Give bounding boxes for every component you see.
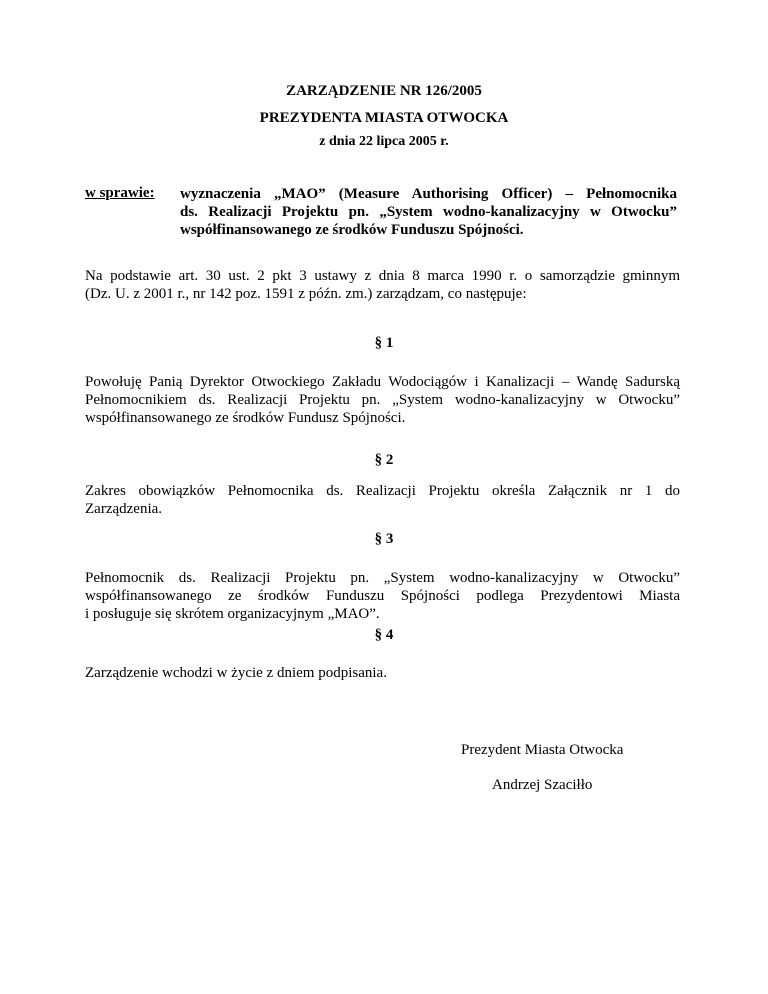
section-line: Zarządzenia. [85, 501, 163, 517]
signature-title: Prezydent Miasta Otwocka [461, 742, 624, 758]
preamble-paragraph [85, 267, 680, 303]
document-issuer: PREZYDENTA MIASTA OTWOCKA [259, 110, 509, 126]
section-line: Pełnomocnik ds. Realizacji Projektu pn. „System wodno-kanalizacyjny w Otwocku” [85, 570, 680, 586]
signature-name: Andrzej Szaciłło [492, 777, 593, 793]
section-2-mark: § 2 [374, 452, 394, 468]
section-3-text [85, 569, 680, 623]
subject-line: współfinansowanego ze środków Funduszu Spójności. [180, 222, 524, 238]
preamble-line: Na podstawie art. 30 ust. 2 pkt 3 ustawy z dnia 8 marca 1990 r. o samorządzie gminnym [85, 268, 680, 284]
document-title: ZARZĄDZENIE NR 126/2005 [286, 83, 482, 99]
subject-text [180, 185, 677, 239]
section-4-mark: § 4 [374, 627, 394, 643]
section-1-text [85, 373, 680, 427]
section-line: współfinansowanego ze środków Fundusz Spójności. [85, 410, 406, 426]
section-line: Powołuję Panią Dyrektor Otwockiego Zakładu Wodociągów i Kanalizacji – Wandę Sadurską [85, 374, 680, 390]
section-1-mark: § 1 [374, 335, 394, 351]
subject-label: w sprawie: [85, 185, 155, 201]
subject-line: wyznaczenia „MAO” (Measure Authorising Officer) – Pełnomocnika [180, 186, 677, 202]
preamble-line: (Dz. U. z 2001 r., nr 142 poz. 1591 z późn. zm.) zarządzam, co następuje: [85, 286, 527, 302]
section-4-text [85, 664, 680, 682]
section-line: Pełnomocnikiem ds. Realizacji Projektu pn. „System wodno-kanalizacyjny w Otwocku” [85, 392, 680, 408]
section-3-mark: § 3 [374, 531, 394, 547]
section-line: współfinansowanego ze środków Funduszu Spójności podlega Prezydentowi Miasta [85, 588, 680, 604]
subject-line: ds. Realizacji Projektu pn. „System wodno-kanalizacyjny w Otwocku” [180, 204, 677, 220]
section-line: Zakres obowiązków Pełnomocnika ds. Realizacji Projektu określa Załącznik nr 1 do [85, 483, 680, 499]
section-line: i posługuje się skrótem organizacyjnym „MAO”. [85, 606, 380, 622]
section-2-text [85, 482, 680, 518]
document-date: z dnia 22 lipca 2005 r. [319, 134, 449, 149]
section-line: Zarządzenie wchodzi w życie z dniem podpisania. [85, 665, 387, 681]
